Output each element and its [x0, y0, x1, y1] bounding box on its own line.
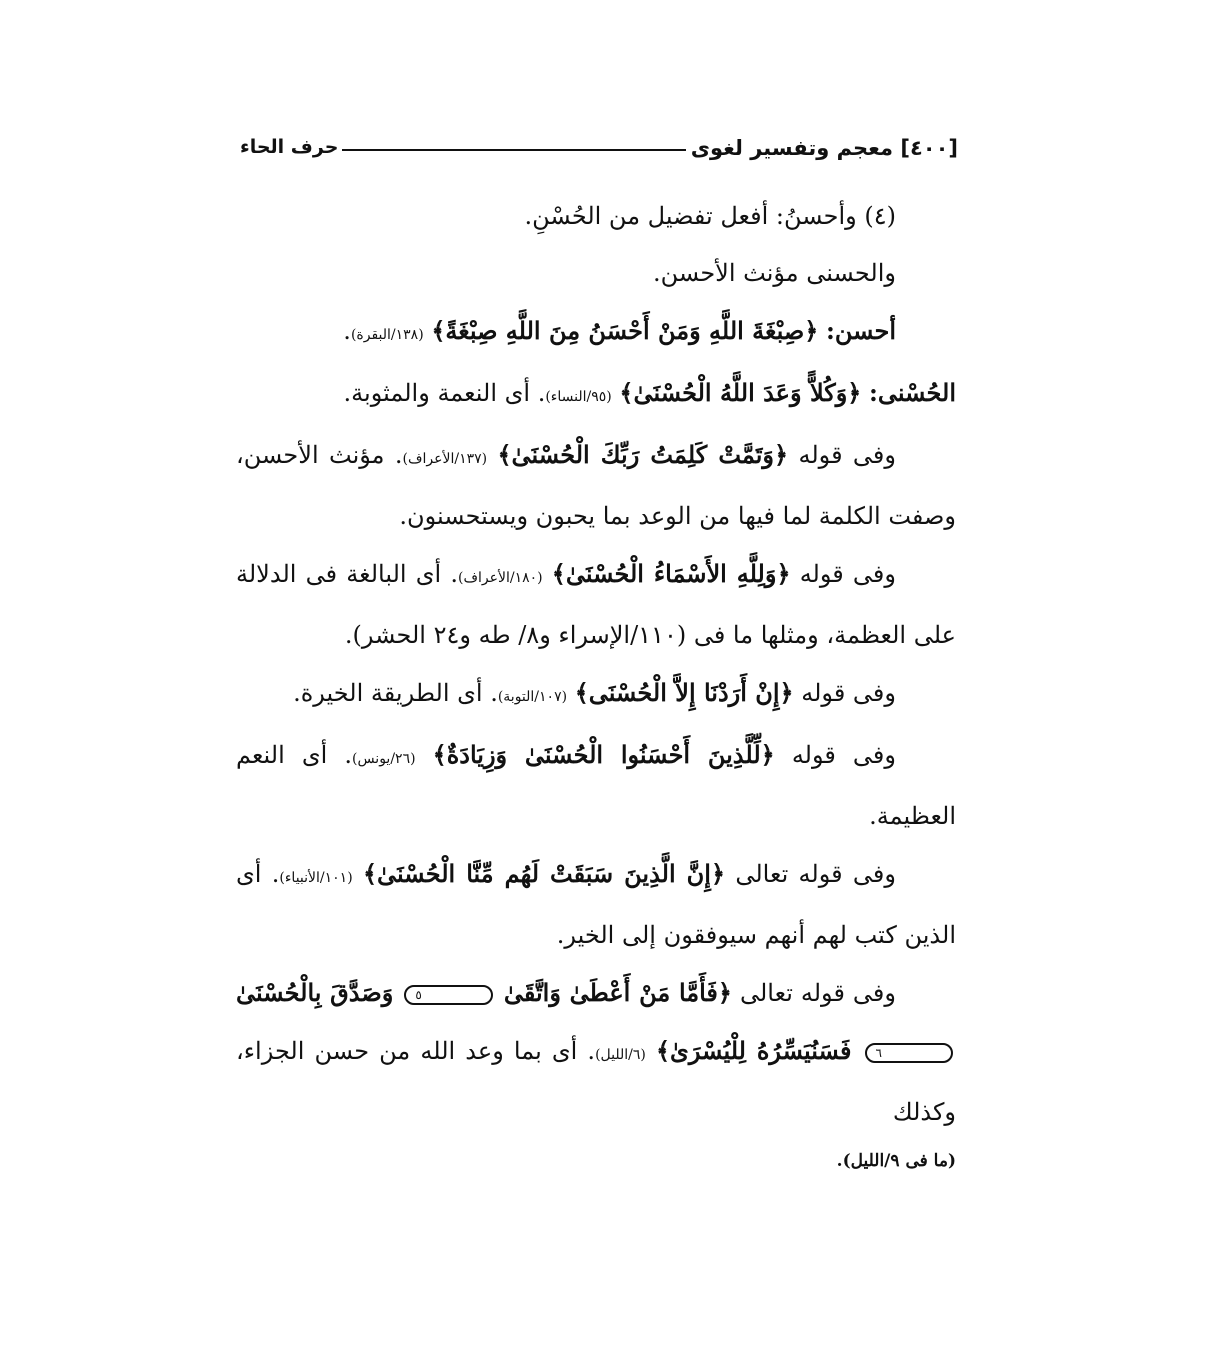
paragraph-feminine: [236, 245, 956, 302]
quran-verse-part-b: وَصَدَّقَ بِالْحُسْنَىٰ: [236, 978, 394, 1007]
page-header-title: [٤٠٠] معجم وتفسير لغوى: [690, 136, 958, 160]
verse-close-bracket: ﴾: [574, 678, 589, 707]
verse-open-bracket: ﴿: [804, 316, 819, 345]
quran-verse: صِبْغَةَ اللَّهِ وَمَنْ أَحْسَنُ مِنَ اللَّهِ صِبْغَةً: [445, 316, 805, 345]
quran-verse: وَتَمَّتْ كَلِمَتُ رَبِّكَ الْحُسْنَىٰ: [511, 440, 775, 469]
page-header: [240, 136, 958, 170]
paragraph-tail: . أى النعم العظيمة.: [236, 741, 956, 830]
entry-label-husna: الحُسْنى:: [869, 378, 956, 407]
quran-verse: إِنَّ الَّذِينَ سَبَقَتْ لَهُم مِّنَّا الْحُسْنَىٰ: [377, 859, 711, 888]
quran-verse: وَكُلاًّ وَعَدَ اللَّهُ الْحُسْنَىٰ: [633, 378, 848, 407]
quran-verse: وَلِلَّهِ الأَسْمَاءُ الْحُسْنَىٰ: [565, 559, 777, 588]
verse-close-bracket: ﴾: [431, 316, 446, 345]
entry-label-ahsan: أحسن:: [825, 316, 896, 345]
verse-open-bracket: ﴿: [847, 378, 862, 407]
paragraph-anbiya: [236, 845, 956, 964]
verse-open-bracket: ﴿: [717, 978, 732, 1007]
page-body: [236, 188, 956, 1181]
verse-reference: (١٠٧/التوبة): [497, 689, 568, 705]
paragraph-layl: [236, 964, 956, 1141]
verse-reference: (١٣٧/الأعراف): [402, 451, 488, 467]
verse-reference: (١٠١/الأنبياء): [279, 870, 353, 886]
paragraph-araf-137: [236, 426, 956, 545]
paragraph-ahsan: [236, 302, 956, 364]
header-divider: [342, 149, 686, 151]
verse-reference: (٩٥/النساء): [545, 389, 612, 405]
paragraph-tail: . مؤنث الأحسن، وصفت الكلمة لما فيها من الوعد بما يحبون ويستحسنون.: [236, 441, 956, 530]
reference-note: (ما فى ٩/الليل).: [836, 1151, 956, 1171]
paragraph-tail: . أى البالغة فى الدلالة على العظمة، ومثلها ما فى (١١٠/الإسراء و٨/ طه و٢٤ الحشر).: [236, 560, 956, 649]
paragraph-yunus: [236, 726, 956, 845]
quran-verse-part-a: فَأَمَّا مَنْ أَعْطَىٰ وَاتَّقَىٰ: [503, 978, 718, 1007]
verse-open-bracket: ﴿: [710, 859, 726, 888]
paragraph-lead: وفى قوله: [791, 741, 896, 769]
ayah-number-marker: ٥: [404, 985, 492, 1005]
quran-verse: إِنْ أَرَدْنَا إِلاَّ الْحُسْنَى: [588, 678, 780, 707]
verse-open-bracket: ﴿: [774, 440, 789, 469]
feminine-text: والحسنى مؤنث الأحسن.: [653, 259, 896, 287]
verse-reference: (١٨٠/الأعراف): [458, 570, 543, 586]
paragraph-tawbah: [236, 664, 956, 726]
verse-close-bracket: ﴾: [497, 440, 512, 469]
definition-text: (٤) وأحسنُ: أفعل تفضيل من الحُسْنِ.: [524, 202, 896, 230]
paragraph-lead: وفى قوله تعالى: [735, 860, 896, 888]
paragraph-lead: وفى قوله: [799, 560, 896, 588]
verse-close-bracket: ﴾: [619, 378, 634, 407]
verse-reference: (٢٦/يونس): [351, 751, 416, 767]
verse-open-bracket: ﴿: [776, 559, 791, 588]
paragraph-tail: . أى الذين كتب لهم أنهم سيوفقون إلى الخير.: [236, 860, 956, 949]
quran-verse-part-c: فَسَنُيَسِّرُهُ لِلْيُسْرَىٰ: [670, 1036, 852, 1065]
paragraph-lead: وفى قوله: [798, 441, 896, 469]
page-header-section: حرف الحاء: [240, 136, 339, 158]
quran-verse: لِّلَّذِينَ أَحْسَنُوا الْحُسْنَىٰ وَزِيَادَةٌ: [446, 740, 761, 769]
verse-reference: (١٣٨/البقرة): [350, 327, 424, 343]
paragraph-husna: [236, 364, 956, 426]
paragraph-lead: وفى قوله تعالى: [739, 979, 896, 1007]
paragraph-tail: . أى بما وعد الله من حسن الجزاء، وكذلك: [236, 1037, 956, 1126]
paragraph-araf-180: [236, 545, 956, 664]
paragraph-lead: وفى قوله: [801, 679, 896, 707]
verse-close-bracket: ﴾: [432, 740, 447, 769]
paragraph-layl-9-note: [236, 1141, 956, 1181]
paragraph-tail: . أى الطريقة الخيرة.: [293, 679, 498, 707]
verse-open-bracket: ﴿: [779, 678, 794, 707]
verse-close-bracket: ﴾: [655, 1036, 671, 1065]
verse-open-bracket: ﴿: [760, 740, 775, 769]
ayah-number-marker: ٦: [865, 1043, 953, 1063]
paragraph-definition: [236, 188, 956, 245]
paragraph-tail: . أى النعمة والمثوبة.: [343, 379, 546, 407]
paragraph-tail: .: [343, 317, 351, 345]
verse-reference: (٦/الليل): [595, 1047, 646, 1063]
verse-close-bracket: ﴾: [551, 559, 566, 588]
verse-close-bracket: ﴾: [362, 859, 378, 888]
